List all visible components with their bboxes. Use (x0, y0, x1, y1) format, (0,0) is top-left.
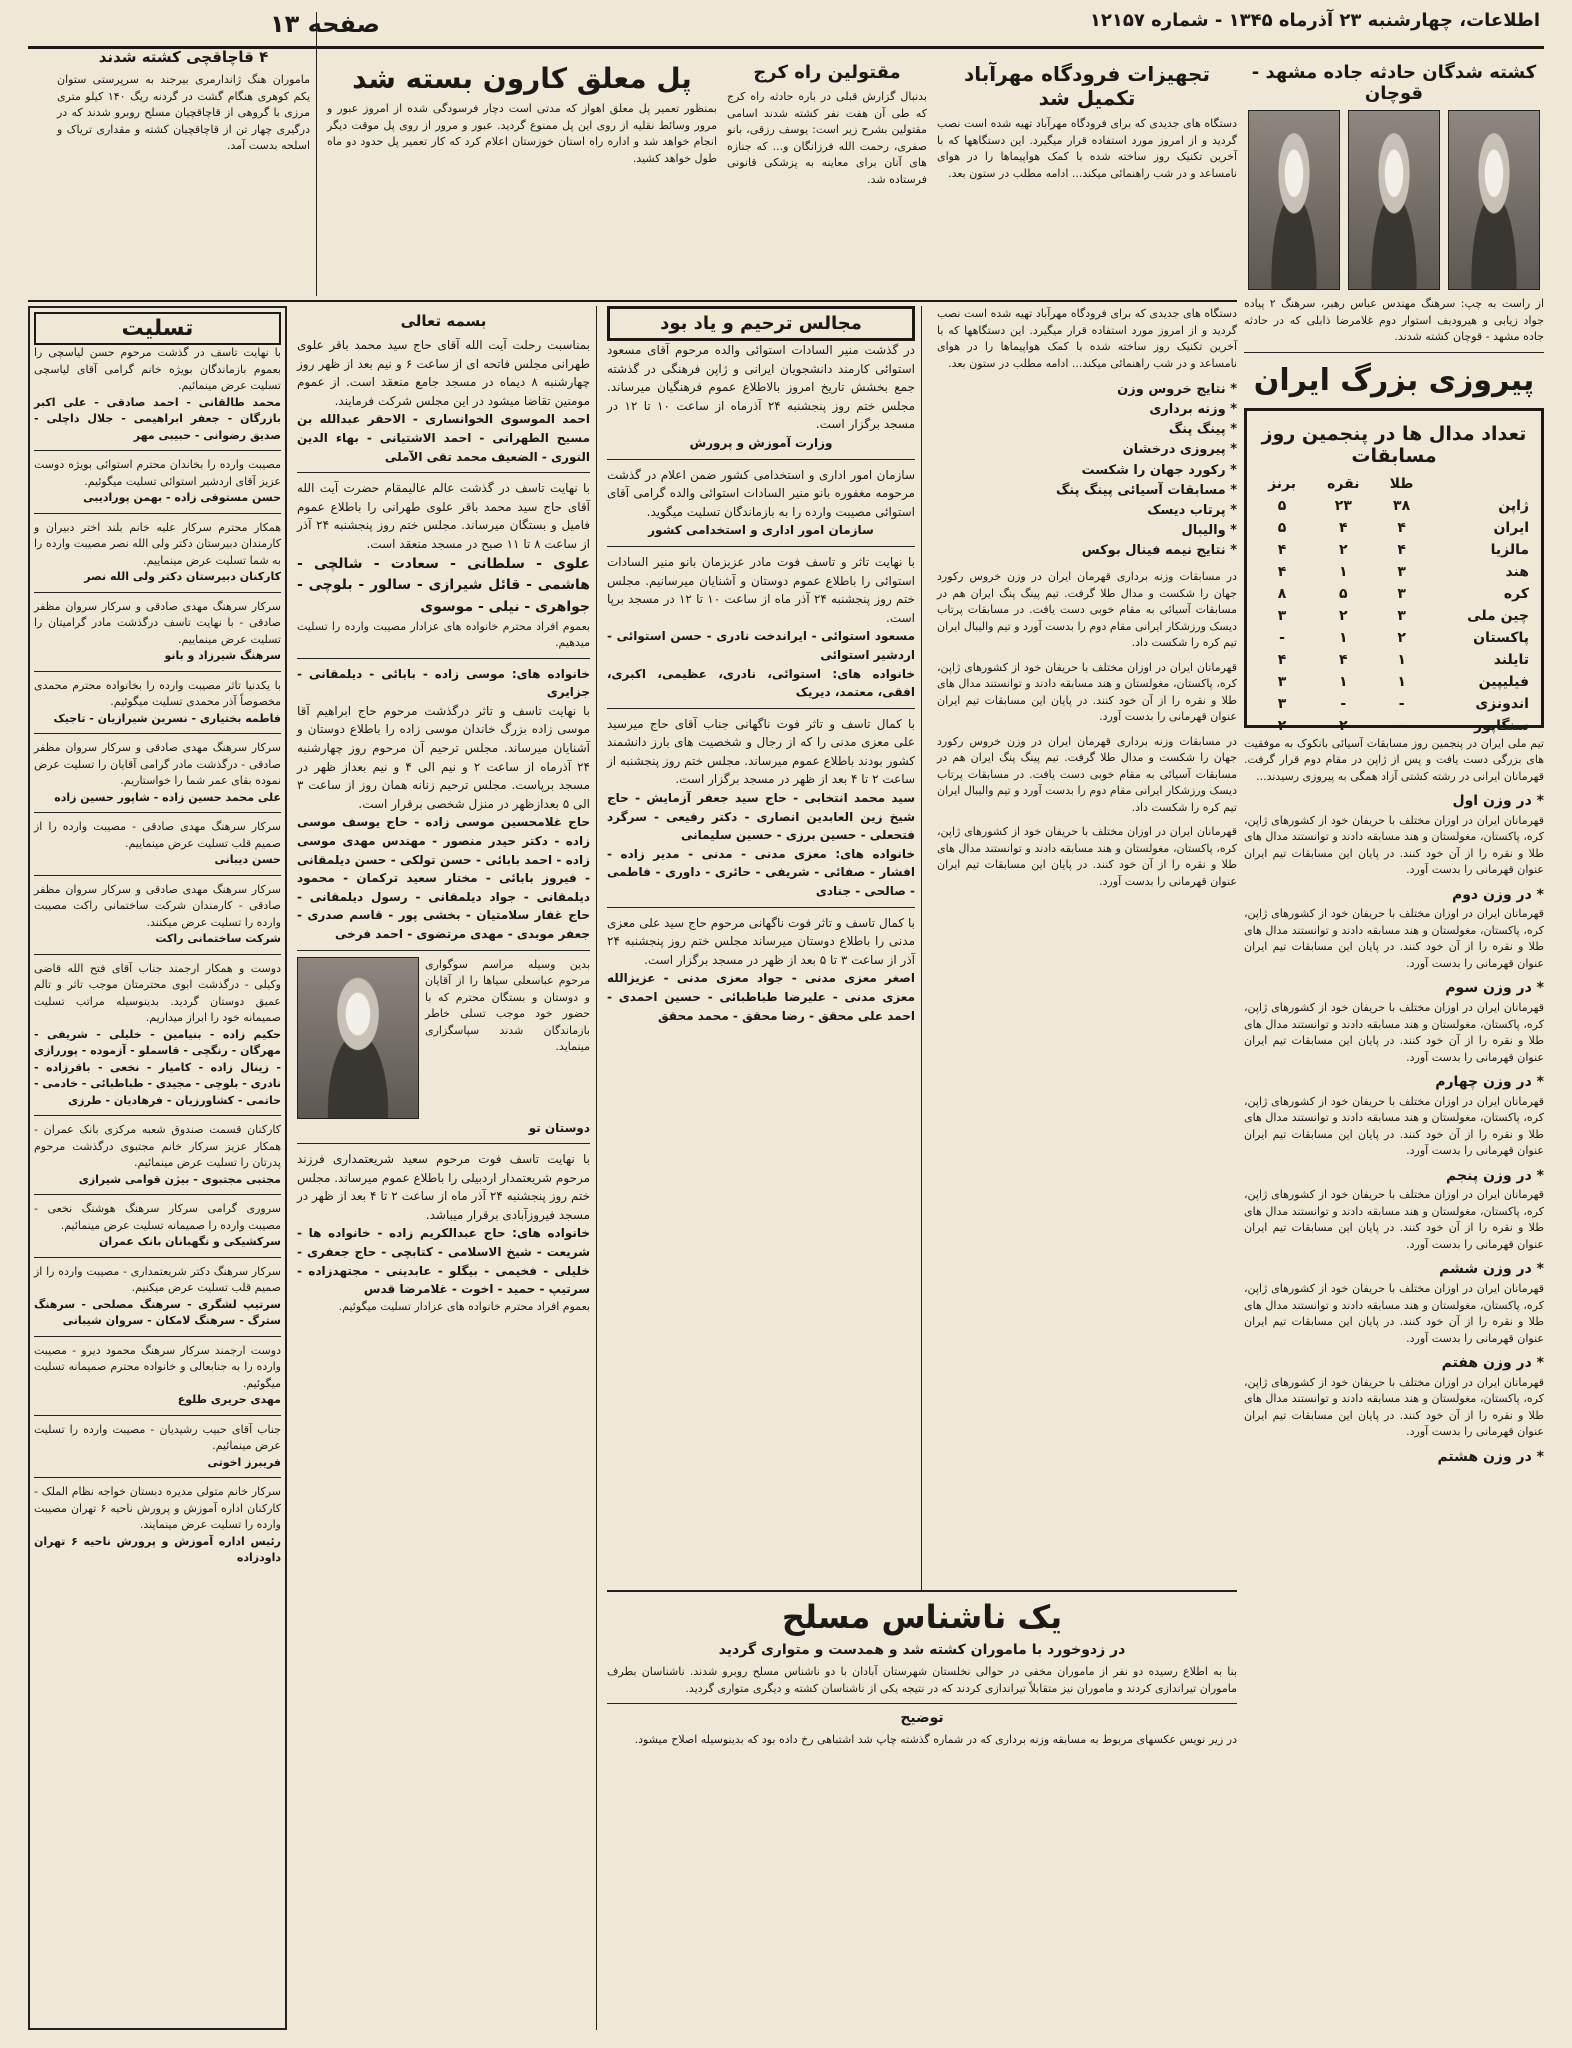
silver-cell: ۴ (1339, 651, 1348, 668)
country-cell: پاکستان (1473, 629, 1529, 646)
medals-box (1244, 408, 1544, 734)
notice: با نهایت تاثر و تاسف فوت مادر عزیزمان بانو منیر السادات استوائی را باطلاع عموم دوستان و آشنایان میرسانیم. مجلس ختم روز پنجشنبه ۲۴ آذر ماه از ساعت ۱۰ تا ۱۲ در مسجد برپا است. (603, 554, 915, 625)
notice-names: حسن دیبانی (214, 853, 281, 866)
medals-headline: پیروزی بزرگ ایران (1253, 362, 1535, 398)
bronze-cell: ۸ (1277, 585, 1287, 602)
country-cell: تایلند (1493, 651, 1529, 668)
memorial-block (297, 957, 590, 1119)
notice: سرکار سرهنگ مهدی صادقی و سرکار سروان مظفر صادقی - کارمندان شرکت ساختمانی راکت مصیبت وارده را تسلیت عرض میکنند. (30, 882, 281, 929)
photo-row (1244, 110, 1544, 290)
gold-cell: ۲ (1397, 629, 1406, 646)
table-row (1253, 473, 1535, 495)
country-cell: ژاپن (1498, 497, 1529, 514)
divider (297, 658, 590, 659)
notice: سرکار سرهنگ مهدی صادقی و سرکار سروان مظفر صادقی - با نهایت تاسف درگذشت مادر گرامیتان را تسلیت عرض مینماییم. (30, 599, 281, 646)
sports-details: در مسابقات وزنه برداری قهرمان ایران در وزن خروس رکورد جهان را شکست و مدال طلا گرفت. تیم پینگ پنگ ایران هم در مسابقات آسیائی به مقام خوبی دست یافت. در مسابقات پرتاب دیسک ورزشکار ایرانی مقام دوم را بدست آورد و تیم والیبال ایران تیم کره را شکست داد. (933, 570, 1237, 650)
country-cell: چین ملی (1467, 607, 1529, 624)
notice-families: خانواده های: معزی مدنی - مدنی - مدیر زاده - افشار - صفائی - شریفی - حائری - داوری - فاطمی - صالحی - جنادی (602, 846, 915, 899)
article-smugglers (53, 12, 317, 296)
notice-families: خانواده های: موسی زاده - بابائی - دیلمقانی - جزایری (292, 666, 590, 700)
table-row (1253, 671, 1535, 693)
table-row (1253, 649, 1535, 671)
note-body: در زیر نویس عکسهای مربوط به مسابقه وزنه برداری که در شماره گذشته چاپ شد اشتباهی رخ داده بود که بدینوسیله اصلاح میشود. (634, 1733, 1237, 1746)
notice-names: رئیس اداره آموزش و پرورش ناحیه ۶ تهران داودزاده (30, 1534, 281, 1564)
memorial-photo (297, 957, 419, 1119)
table-header-cell (1428, 473, 1535, 495)
silver-cell: ۱ (1339, 629, 1348, 646)
notice: با نهایت تاسف در گذشت مرحوم حسن لیاسچی را بعموم بازماندگان بویژه خانم گرامی آقای لیاسچی تسلیت عرض مینمائیم. (30, 346, 281, 392)
notice-names: علی محمد حسین زاده - شاپور حسین زاده (54, 790, 281, 804)
notice-names: محمد طالقانی - احمد صادقی - علی اکبر بازرگان - جعفر ابراهیمی - جلال داچلی - صدیق رضوانی - حبیبی مهر (30, 395, 281, 442)
table-row (1253, 517, 1535, 539)
portrait-photo (1348, 110, 1440, 290)
notice: با کمال تاسف و تاثر فوت ناگهانی جناب آقای حاج میرسید علی معزی مدنی را که از رجال و شخصیت های بارز دانشمند کشور بودند باطلاع عموم میرساند. مجلس ختم روز پنجشنبه از ساعت ۲ تا ۴ بعد از ظهر در مسجد برگزار است. (603, 716, 915, 787)
notice-names: فریبرز اخوتی (207, 1455, 281, 1469)
table-row (1253, 539, 1535, 561)
divider (34, 1415, 281, 1416)
notice-sign: سازمان امور اداری و استخدامی کشور (648, 523, 874, 538)
bronze-cell: ۵ (1277, 519, 1287, 536)
notice-families: خانواده های: استوائی، نادری، عظیمی، اکبری، افقی، معتمد، دیریک (602, 666, 915, 700)
bronze-cell: ۵ (1277, 497, 1287, 514)
bronze-cell: - (1279, 629, 1285, 646)
notice: با کمال تاسف و تاثر فوت ناگهانی مرحوم حاج سید علی معزی مدنی را باطلاع دوستان میرساند مجلس ختم روز پنجشنبه ۲۴ آذر از ساعت ۳ تا ۵ بعد از ظهر در مسجد برگزار است. (603, 915, 915, 967)
divider (34, 1257, 281, 1258)
divider (607, 907, 915, 908)
sports-body: قهرمانان ایران در اوزان مختلف با حریفان خود از کشورهای ژاپن، کره، پاکستان، مغولستان و هند مسابقه دادند و توانستند مدال های طلا و نقره را از آن خود کنند. در پایان این مسابقات تیم ایران عنوان قهرمانی را بدست آورد. (1240, 1282, 1544, 1345)
table-row (1253, 561, 1535, 583)
notice: سرکار سرهنگ مهدی صادقی - مصیبت وارده را از صمیم قلب تسلیت عرض مینماییم. (30, 820, 281, 850)
memorial-text: بدین وسیله مراسم سوگواری مرحوم عباسعلی سیاها را از آقایان و دوستان و بستگان محترم که با حضور خود موجب تسلی خاطر بازماندگان شدند سپاسگزاری مینماید. (421, 957, 590, 1053)
bronze-cell: ۳ (1277, 695, 1287, 712)
sports-details: در مسابقات وزنه برداری قهرمان ایران در وزن خروس رکورد جهان را شکست و مدال طلا گرفت. تیم پینگ پنگ ایران هم در مسابقات آسیائی به مقام خوبی دست یافت. در مسابقات پرتاب دیسک ورزشکار ایرانی مقام دوم را بدست آورد و تیم والیبال ایران تیم کره را شکست داد. (933, 734, 1237, 814)
notice-families: علوی - سلطانی - سعادت - شالچی - هاشمی - قائل شیرازی - سالور - بلوچی - جواهری - نیلی - موسوی (292, 555, 590, 615)
notice: سروری گرامی سرکار سرهنگ هوشنگ نخعی - مصیبت وارده را صمیمانه تسلیت عرض مینمائیم. (30, 1202, 281, 1232)
gold-cell: ۴ (1397, 519, 1406, 536)
notice: سرکار سرهنگ دکتر شریعتمداری - مصیبت وارده را از صمیم قلب تسلیت عرض میکنیم. (30, 1264, 281, 1294)
memorial-sign: دوستان تو (528, 1120, 590, 1135)
divider (607, 708, 915, 709)
sports-subhead: * در وزن چهارم (1435, 1074, 1544, 1091)
gold-cell: ۳ (1397, 585, 1406, 602)
notice: بمناسبت رحلت آیت الله آقای حاج سید محمد باقر علوی طهرانی مجلس فاتحه ای از ساعت ۶ و نیم بعد از ظهر روز چهارشنبه ۸ دیماه در مسجد جامع منعقد است. از عموم مومنین تقاضا میشود در این مجلس شرکت فرمایند. (293, 338, 590, 408)
silver-cell: ۲ (1339, 717, 1348, 734)
notice-names: حکیم زاده - بنیامین - خلیلی - شریفی - مهرگان - رنگچی - قاسملو - آزموده - پوررازی - زینال زاده - کامیار - نخعی - باقرزاده - نادری - بلوچی - مجیدی - طباطبائی - خادمی - حاتمی - کشاورزیان - فرهادیان - طرزی (30, 1027, 281, 1107)
silver-cell: - (1340, 695, 1347, 712)
sports-subhead: * در وزن دوم (1451, 886, 1544, 903)
divider (34, 875, 281, 876)
divider (34, 733, 281, 734)
article-title: مقتولین راه کرج (753, 62, 901, 83)
table-header-cell: نقره (1327, 475, 1360, 492)
sports-subhead: * در وزن هفتم (1441, 1355, 1544, 1372)
article-title: پل معلق کارون بسته شد (352, 62, 692, 95)
gold-cell: - (1398, 695, 1405, 712)
bronze-cell: ۴ (1277, 563, 1287, 580)
notice: با نهایت تاسف و تاثر درگذشت مرحوم حاج ابراهیم آقا موسی زاده بزرگ خاندان موسی زاده را باطلاع دوستان و آشنایان میرساند. مجلس ترحیم آن مرحوم روز چهارشنبه ۲۴ آذرماه از ساعت ۲ و نیم الی ۴ و نیم بعداز ظهر در مسجد برپاست. مجلس ترحیم زنانه همان روز از ساعت ۳ الی ۵ بعدازظهر در منزل شخصی برقرار است. (293, 703, 590, 811)
country-cell: ایران (1493, 519, 1529, 536)
bronze-cell: ۳ (1277, 607, 1287, 624)
gold-cell: ۱ (1397, 651, 1406, 668)
divider (34, 513, 281, 514)
notice: همکار محترم سرکار علیه خانم بلند اختر دبیران و کارمندان دبیرستان دکتر ولی الله نصر مصیبت وارده را به شما تسلیت عرض مینماییم. (30, 520, 281, 567)
notice-names: سرهنگ شیرزاد و بانو (164, 649, 281, 662)
medals-table (1253, 473, 1535, 737)
strip-rule (28, 300, 1237, 302)
sports-subhead: * در وزن هشتم (1437, 1448, 1544, 1465)
sports-subhead: * در وزن اول (1452, 793, 1544, 809)
sports-details: قهرمانان ایران در اوزان مختلف با حریفان خود از کشورهای ژاپن، کره، پاکستان، مغولستان و هند مسابقه دادند و توانستند مدال های طلا و نقره را از آن خود کنند. در پایان این مسابقات تیم ایران عنوان قهرمانی را بدست آورد. (933, 660, 1237, 724)
notice: دوست ارجمند سرکار سرهنگ محمود دیرو - مصیبت وارده را به جنابعالی و خانواده محترم صمیمانه تسلیت میگوئیم. (30, 1343, 281, 1390)
notice: سرکار خانم متولی مدیره دبستان خواجه نظام الملک - کارکنان اداره آموزش و پرورش ناحیه ۶ تهران مصیبت وارده را تسلیت عرض مینمایند. (30, 1485, 281, 1531)
notice-names: سرتیپ لشگری - سرهنگ مصلحی - سرهنگ سترگ - سرهنگ لامکان - سروان شیبانی (30, 1297, 281, 1327)
top-news-strip (53, 48, 1237, 296)
notice: جناب آقای حبیب رشیدیان - مصیبت وارده را تسلیت عرض مینمائیم. (30, 1422, 281, 1452)
article-title: یک ناشناس مسلح (781, 1598, 1063, 1636)
gold-cell: ۱ (1397, 673, 1406, 690)
divider (34, 812, 281, 813)
divider (34, 1115, 281, 1116)
sports-body: قهرمانان ایران در اوزان مختلف با حریفان خود از کشورهای ژاپن، کره، پاکستان، مغولستان و هند مسابقه دادند و توانستند مدال های طلا و نقره را از آن خود کنند. در پایان این مسابقات تیم ایران عنوان قهرمانی را بدست آورد. (1240, 1375, 1544, 1439)
notice-footer: بعموم افراد محترم خانواده های عزادار تسلیت میگوئیم. (338, 1299, 590, 1313)
divider (607, 1703, 1237, 1704)
notice: با یکدنیا تاثر مصیبت وارده را بخانواده محترم محمدی مخصوصاً آذر محمدی تسلیت میگوئیم. (30, 678, 281, 708)
sports-body: قهرمانان ایران در اوزان مختلف با حریفان خود از کشورهای ژاپن، کره، پاکستان، مغولستان و هند مسابقه دادند و توانستند مدال های طلا و نقره را از آن خود کنند. در پایان این مسابقات تیم ایران عنوان قهرمانی را بدست آورد. (1240, 813, 1544, 877)
photos-headline: کشته شدگان حادثه جاده مشهد - قوچان (1251, 62, 1537, 104)
sports-subhead: * در وزن پنجم (1446, 1167, 1544, 1184)
sports-body: قهرمانان ایران در اوزان مختلف با حریفان خود از کشورهای ژاپن، کره، پاکستان، مغولستان و هند مسابقه دادند و توانستند مدال های طلا و نقره را از آن خود کنند. در پایان این مسابقات تیم ایران عنوان قهرمانی را بدست آورد. (1240, 1001, 1544, 1064)
article-body: بدنبال گزارش قبلی در باره حادثه راه کرج که طی آن هفت نفر کشته شدند اسامی مقتولین بشرح زیر است: یوسف رزقی، بانو صفری، رحمت الله فرزانگان و... که جنازه های آنان برای معاینه به پزشکی قانونی فرستاده شد. (723, 90, 927, 186)
silver-cell: ۵ (1339, 585, 1348, 602)
left-column (28, 306, 287, 2030)
gold-cell: - (1398, 717, 1405, 734)
notice-names: مسعود استوائی - ایراندخت نادری - حسن استوائی - اردشیر استوائی (602, 629, 915, 662)
article-gunman (603, 1590, 1237, 2030)
left-header: تسلیت (121, 316, 194, 341)
divider (34, 1336, 281, 1337)
bronze-cell: ۴ (1277, 651, 1287, 668)
table-row (1253, 495, 1535, 517)
sports-body: قهرمانان ایران در اوزان مختلف با حریفان خود از کشورهای ژاپن، کره، پاکستان، مغولستان و هند مسابقه دادند و توانستند مدال های طلا و نقره را از آن خود کنند. در پایان این مسابقات تیم ایران عنوان قهرمانی را بدست آورد. (1240, 1094, 1544, 1158)
portrait-photo (1448, 110, 1540, 290)
notice-names: فاطمه بختیاری - نسرین شیرازیان - تاجیک (53, 711, 281, 725)
gold-cell: ۴ (1397, 541, 1406, 558)
table-row (1253, 605, 1535, 627)
sports-details: قهرمانان ایران در اوزان مختلف با حریفان خود از کشورهای ژاپن، کره، پاکستان، مغولستان و هند مسابقه دادند و توانستند مدال های طلا و نقره را از آن خود کنند. در پایان این مسابقات تیم ایران عنوان قهرمانی را بدست آورد. (933, 825, 1237, 888)
sports-body: قهرمانان ایران در اوزان مختلف با حریفان خود از کشورهای ژاپن، کره، پاکستان، مغولستان و هند مسابقه دادند و توانستند مدال های طلا و نقره را از آن خود کنند. در پایان این مسابقات تیم ایران عنوان قهرمانی را بدست آورد. (1240, 907, 1544, 970)
country-cell: کره (1503, 585, 1529, 602)
notice: دوست و همکار ارجمند جناب آقای فتح الله قاضی وکیلی - درگذشت ابوی محترمتان موجب تاثر و تالم عمیق دوستان گردید. بدینوسیله مراتب تسلیت صمیمانه خود را ابراز میداریم. (30, 961, 281, 1024)
notice-names: مجتبی مجتبوی - بیژن قوامی شیرازی (78, 1172, 281, 1186)
gold-cell: ۳ (1397, 563, 1406, 580)
portrait-photo (1248, 110, 1340, 290)
divider (34, 1477, 281, 1478)
table-row (1253, 627, 1535, 649)
gold-cell: ۳ (1397, 607, 1406, 624)
silver-cell: ۱ (1339, 673, 1348, 690)
divider (34, 592, 281, 593)
divider (34, 450, 281, 451)
divider (34, 954, 281, 955)
country-cell: هند (1505, 563, 1529, 580)
sports-continued: دستگاه های جدیدی که برای فرودگاه مهرآباد تهیه شده است نصب گردید و از امروز مورد استفاده قرار میگیرد. این دستگاهها که با آخرین تکنیک روز ساخته شده با کمک هواپیماها را در هوای نامساعد و در شب راهنمائی میکند... ادامه مطلب در ستون بعد. (933, 307, 1237, 370)
notice-names: سید محمد انتخابی - حاج سید جعفر آزمایش - حاج شیخ زین العابدین انصاری - دکتر رفیعی - سرگرد فتحعلی - حسین برزی - حسین سلیمانی (602, 791, 915, 843)
notice-names: مهدی حریری طلوع (177, 1393, 281, 1406)
notice-sign: وزارت آموزش و پرورش (689, 435, 833, 450)
table-row (1253, 583, 1535, 605)
sports-subhead: * در وزن سوم (1445, 980, 1544, 997)
country-cell: سنگاپور (1474, 717, 1529, 734)
middle-column (292, 306, 597, 2030)
sports-events: * نتایج خروس وزن * وزنه برداری * پینگ پنگ * پیروزی درخشان * رکورد جهان را شکست * مسابقات آسیائی پینگ پنگ * پرتاب دیسک * والیبال * نتایج نیمه فینال بوکس (1055, 382, 1237, 559)
notice-names: اصغر معزی مدنی - جواد معزی مدنی - عزیزالله معزی مدنی - علیرضا طباطبائی - حسین احمدی - احمد علی محقق - رضا محقق - محمد محقق (602, 971, 915, 1023)
divider (1244, 352, 1544, 353)
left-header-box (34, 312, 281, 345)
notice: با نهایت تاسف در گذشت عالم عالیمقام حضرت آیت الله آقای حاج سید محمد باقر علوی طهرانی را باطلاع عموم فامیل و بستگان میرساند. مجلس ختم روز پنجشنبه ۲۴ آذر از ساعت ۸ تا ۱۱ صبح در مسجد منعقد است. (293, 481, 590, 551)
country-cell: اندونزی (1475, 695, 1529, 712)
notice: در گذشت منیر السادات استوائی والده مرحوم آقای مسعود استوائی کارمند دانشجویان ایرانی و ژاپن فرهنگی در گذشته جمع بخشش تاریخ امروز بالاطلاع عموم فرهنگیان میرساند. مجلس ختم روز پنجشنبه ۲۴ آذرماه از ساعت ۱۰ تا ۱۲ در مسجد برگزار است. (603, 343, 916, 432)
article-body: بمنظور تعمیر پل معلق اهواز که مدتی است دچار فرسودگی شده از امروز عبور و مرور وسائط نقلیه از روی این پل ممنوع گردید. عبور و مرور از روی پل موقت دیگر انجام خواهد شد و اداره راه استان خوزستان اعلام کرد که کار تعمیر پل حدود دو ماه طول خواهد کشید. (323, 102, 717, 165)
sports-lead: تیم ملی ایران در پنجمین روز مسابقات آسیائی بانکوک به موفقیت های بزرگی دست یافت و پس از ژاپن در مقام دوم قرار گرفت. قهرمانان ایرانی در رشته کشتی آزاد همگی به پیروزی رسیدند... (1240, 736, 1544, 783)
photos-caption: از راست به چپ: سرهنگ مهندس عباس رهبر، سرهنگ ۲ پیاده جواد زیابی و هیرودیف استوار دوم غلامرضا ذابلی که در حادثه جاده مشهد - قوچان کشته شدند. (1240, 297, 1544, 343)
notice-names: کارکنان دبیرستان دکتر ولی الله نصر (84, 570, 281, 583)
condolences-column (602, 306, 922, 1590)
divider (297, 472, 590, 473)
article-title: ۴ قاچاقچی کشته شدند (98, 48, 269, 66)
article-subtitle: در زدوخورد با ماموران کشته شد و همدست و متواری گردید (718, 1642, 1126, 1658)
condolences-header: مجالس ترحیم و یاد بود (660, 313, 862, 334)
condolences-header-box (607, 306, 915, 341)
right-column (1240, 56, 1544, 1756)
divider (297, 950, 590, 951)
notice: با نهایت تاسف فوت مرحوم سعید شریعتمداری فرزند مرحوم شریعتمدار اردبیلی را باطلاع عموم میرساند. مجلس ختم روز پنجشنبه ۲۴ آذر ماه از ساعت ۲ تا ۴ بعد از ظهر در مسجد فیروزآبادی برقرار میباشد. (293, 1152, 591, 1222)
country-cell: مالزیا (1490, 541, 1529, 558)
gold-cell: ۳۸ (1393, 497, 1411, 514)
silver-cell: ۴ (1339, 519, 1348, 536)
notice-names: شرکت ساختمانی راکت (155, 932, 281, 945)
notice-names: حسن مستوفی زاده - بهمن پورادیبی (83, 491, 281, 504)
notice-footer: بعموم افراد محترم خانواده های عزادار مصیبت وارده را تسلیت میدهیم. (293, 619, 590, 650)
table-header-cell: برنز (1268, 475, 1297, 492)
masthead-date: اطلاعات، چهارشنبه ۲۳ آذرماه ۱۳۴۵ - شماره ۱۲۱۵۷ (1089, 10, 1540, 31)
notice: سازمان امور اداری و استخدامی کشور ضمن اعلام در گذشت مرحومه مغفوره بانو منیر السادات استوائی والده گرامی آقای استوائی مصیبت وارده را به بازماندگان تسلیت میگوید. (603, 467, 915, 519)
notice: کارکنان قسمت صندوق شعبه مرکزی بانک عمران - همکار عزیز سرکار خانم مجتبوی درگذشت مرحوم پدرتان را تسلیت عرض مینمائیم. (30, 1123, 281, 1169)
country-cell: فیلیپین (1478, 673, 1529, 690)
article-body: دستگاه های جدیدی که برای فرودگاه مهرآباد تهیه شده است نصب گردید و از امروز مورد استفاده قرار میگیرد. این دستگاهها که با آخرین تکنیک روز ساخته شده با کمک هواپیماها را در هوای نامساعد و در شب راهنمائی میکند... ادامه مطلب در ستون بعد. (933, 117, 1237, 180)
article-title: تجهیزات فرودگاه مهرآباد تکمیل شد (964, 62, 1210, 110)
divider (297, 1143, 590, 1144)
bronze-cell: ۴ (1277, 541, 1287, 558)
notice-names: احمد الموسوی الخوانساری - الاحقر عبدالله بن مسیح الطهرانی - احمد الاشتیانی - بهاء الدین النوری - الضعیف محمد تقی الآملی (292, 412, 590, 464)
bronze-cell: ۲ (1277, 717, 1287, 734)
note-title: توضیح (900, 1710, 944, 1726)
notice-families: خانواده های: حاج عبدالکریم زاده - خانواده ها - شریعت - شیخ الاسلامی - کتابچی - حاج جعفری - خلیلی - فخیمی - بیگلو - عابدینی - مجتهدزاده - سرتیپ - حمید - اخوت - غلامرضا قدس (292, 1226, 590, 1297)
divider (607, 546, 915, 547)
article-airport (933, 56, 1237, 296)
article-bridge (323, 56, 717, 296)
bronze-cell: ۳ (1277, 673, 1287, 690)
article-karaj (723, 56, 927, 296)
notice-names: حاج غلامحسین موسی زاده - حاج یوسف موسی زاده - دکتر حیدر منصور - مهندس مهدی موسی زاده - احمد بابائی - حسن تولکی - حسن دیلمقانی - فیروز بابائی - مختار سعید ترکمان - محمود دیلمقانی - جواد دیلمقانی - رسول دیلمقانی - حاج غفار سلامتیان - بخشی پور - قاسم صدری - جعفر موبدی - مهدی مرتضوی - احمد فرخی (292, 815, 590, 941)
page-number: صفحه ۱۳ (270, 10, 380, 38)
divider (34, 671, 281, 672)
table-row (1253, 715, 1535, 737)
silver-cell: ۲ (1339, 541, 1348, 558)
notice-names: سرکشیکی و نگهبانان بانک عمران (98, 1235, 281, 1248)
table-header-cell: طلا (1389, 475, 1414, 492)
divider (607, 459, 915, 460)
article-body: بنا به اطلاع رسیده دو نفر از ماموران مخفی در حوالی نخلستان شهرستان آبادان با دو ناشناس مسلح روبرو شدند. ناشناسان بطرف ماموران تیراندازی کردند و ماموران نیز متقابلاً تیراندازی کردند که در نتیجه یکی از ناشناسان کشته و دیگری متواری گردید. (603, 1665, 1237, 1695)
sports-body: قهرمانان ایران در اوزان مختلف با حریفان خود از کشورهای ژاپن، کره، پاکستان، مغولستان و هند مسابقه دادند و توانستند مدال های طلا و نقره را از آن خود کنند. در پایان این مسابقات تیم ایران عنوان قهرمانی را بدست آورد. (1240, 1188, 1544, 1251)
table-row (1253, 693, 1535, 715)
medals-table-body (1253, 495, 1535, 737)
silver-cell: ۲ (1339, 607, 1348, 624)
notice: مصیبت وارده را بخاندان محترم استوائی بویژه دوست عزیز آقای اردشیر استوائی تسلیت میگوئیم. (30, 458, 281, 488)
divider (34, 1194, 281, 1195)
article-body: ماموران هنگ ژاندارمری بیرجند به سرپرستی ستوان یکم کوهری هنگام گشت در گردنه ریگ ۱۴۰ کیلو متری مرزی با گروهی از قاچاقچیان مسلح روبرو شدند که در درگیری چهار تن از قاچاقچیان کشته و مقداری تریاک و اسلحه بدست آمد. (53, 73, 311, 152)
notice: سرکار سرهنگ مهدی صادقی و سرکار سروان مظفر صادقی - درگذشت مادر گرامی آقایان را تسلیت عرض نموده بقای عمر شما را خواستاریم. (30, 741, 281, 787)
silver-cell: ۲۳ (1334, 497, 1352, 514)
silver-cell: ۱ (1339, 563, 1348, 580)
sports-subhead: * در وزن ششم (1439, 1261, 1544, 1278)
sports-column (933, 306, 1237, 1506)
bismillah: بسمه تعالی (400, 312, 487, 330)
medals-table-title: تعداد مدال ها در پنجمین روز مسابقات (1261, 422, 1527, 467)
